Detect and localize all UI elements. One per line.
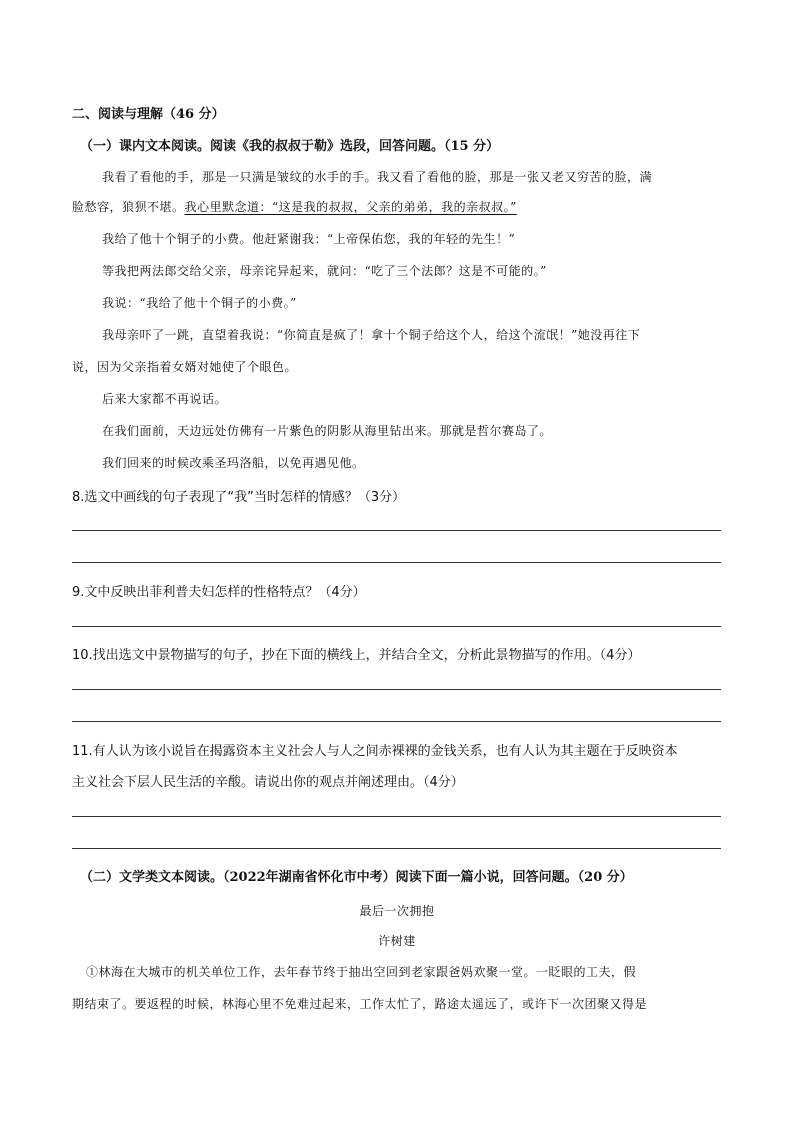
question-11-line2: 主义社会下层人民生活的辛酸。请说出你的观点并阐述理由。（4分） <box>72 775 464 790</box>
question-9: 9.文中反映出菲利普夫妇怎样的性格特点？（4分） <box>72 585 366 600</box>
part2-heading: （二）文学类文本阅读。（2022年湖南省怀化市中考）阅读下面一篇小说，回答问题。（20 分） <box>80 870 633 885</box>
passage-para5-line2: 说，因为父亲指着女婿对她使了个眼色。 <box>72 360 298 374</box>
passage-para3: 等我把两法郎交给父亲，母亲诧异起来，就问：“吃了三个法郎？这是不可能的。” <box>102 264 547 278</box>
underlined-sentence: 我心里默念道：“这是我的叔叔，父亲的弟弟，我的亲叔叔。” <box>184 200 517 214</box>
passage-para7: 在我们面前，天边远处仿佛有一片紫色的阴影从海里钻出来。那就是哲尔赛岛了。 <box>102 424 553 438</box>
story-author: 许树建 <box>378 934 416 948</box>
answer-line[interactable] <box>72 530 721 531</box>
answer-line[interactable] <box>72 848 721 849</box>
story-para1-line2: 期结束了。要返程的时候，林海心里不免难过起来，工作太忙了，路途太遥远了，或许下一次团聚又得是 <box>72 997 648 1011</box>
passage-para4: 我说：“我给了他十个铜子的小费。” <box>102 296 297 310</box>
passage-para6: 后来大家都不再说话。 <box>102 392 228 406</box>
passage-para8: 我们回来的时候改乘圣玛洛船，以免再遇见他。 <box>102 456 365 470</box>
question-10: 10.找出选文中景物描写的句子，抄在下面的横线上，并结合全文，分析此景物描写的作用。（4分） <box>72 648 641 663</box>
answer-line[interactable] <box>72 626 721 627</box>
answer-line[interactable] <box>72 816 721 817</box>
passage-para2: 我给了他十个铜子的小费。他赶紧谢我：“上帝保佑您，我的年轻的先生！” <box>102 232 516 246</box>
question-11-line1: 11.有人认为该小说旨在揭露资本主义社会人与人之间赤裸裸的金钱关系，也有人认为其主题在于反映资本 <box>72 744 678 759</box>
passage-para5-line1: 我母亲吓了一跳，直望着我说：“你简直是疯了！拿十个铜子给这个人，给这个流氓！”她没再往下 <box>102 328 641 342</box>
passage-para1-line1: 我看了看他的手，那是一只满是皱纹的水手的手。我又看了看他的脸，那是一张又老又穷苦的脸，满 <box>102 170 653 184</box>
passage-para1-line2-start: 脸愁容，狼狈不堪。 <box>72 200 185 214</box>
answer-line[interactable] <box>72 689 721 690</box>
passage-para1-line2 <box>72 198 517 215</box>
question-8: 8.选文中画线的句子表现了“我”当时怎样的情感？（3分） <box>72 490 406 505</box>
answer-line[interactable] <box>72 721 721 722</box>
answer-line[interactable] <box>72 562 721 563</box>
story-para1-line1: ①林海在大城市的机关单位工作，去年春节终于抽出空回到老家跟爸妈欢聚一堂。一眨眼的工夫，假 <box>86 965 637 979</box>
part1-heading: （一）课内文本阅读。阅读《我的叔叔于勒》选段，回答问题。（15 分） <box>80 139 500 154</box>
section2-heading: 二、阅读与理解（46 分） <box>72 107 225 122</box>
story-title: 最后一次拥抱 <box>359 904 435 918</box>
